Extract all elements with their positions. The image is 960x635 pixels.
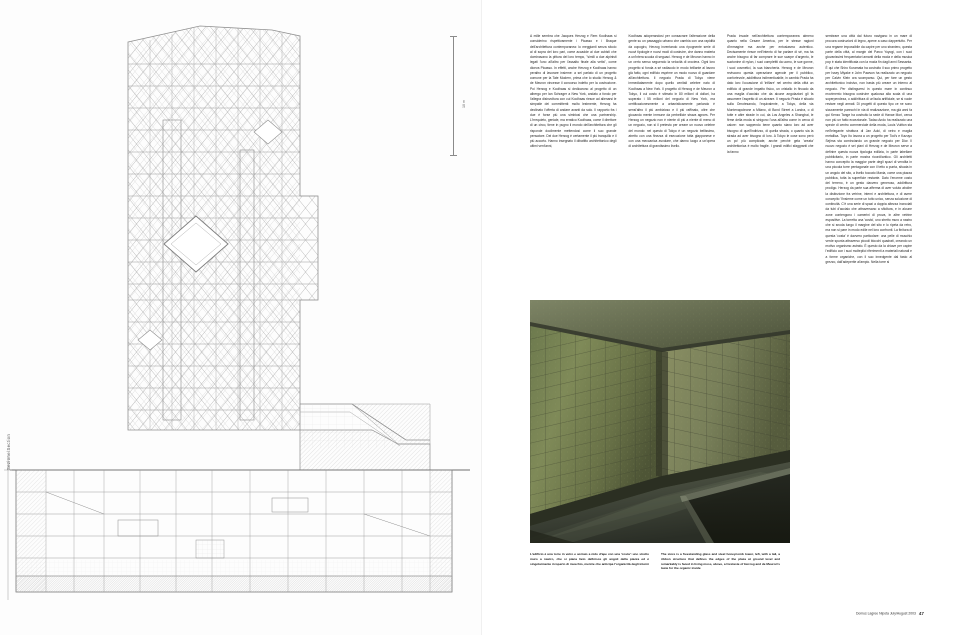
section-side-label: Sezione/Section bbox=[6, 433, 11, 470]
text-column-4: sembrare una città dal futuro navigano in un mare di procura costruzioni di legno, apene a caso dappertutto. Per una regame impossibile da capire per uno straniero, questa parte della città, al margin del Parco Yoyogi, con i suoi giovanissimi frequentatori amanti della moda e della musica pop è stata identificata con la moda fin dagli anni Sessanta. È qui che Shiro Kuramata ha costruito il suo primo progetto per Issey Miyake e John Pawson ha realizzato un negozio per Calvin Klein ora scomparso. Qui, per fare un gesto architettonico incisivo, non basta più creare un interno al negozio. Per distinguersi in questo mare in continuo movimento bisogna costruire qualcosa alla scala di una soperpendeza, o addirittura di un'isola artificiale, se si vuole restare negli armati. Di progetti di questo tipo ce ne sono sicuramente parecchi in via di realizzazione, ma già anni fa qui Kenzo Tange ha costruito la sede di Hanae Mori, cerca non più un fatto eccezionale. Tadao Ando ha realizzato una specie di centro commerciale della moda, Louis Vuitton sta nell'elegante struttura di Jan Aoki, di vetro e maglia metallica. Toyo Ito lavora a un progetto per Tod's e Kazuyo Sejima sta cominciando un grande negozio per Dior. Il nuovo negozio è sei piani di Herzog e de Meuron serve a definire questa nuova tipologia edilizia, in parte labellare pubblicitario, in parte mostra ricordi/antico. Gli architetti hanno concepito la maggior parte degli spazi di vendita in una piccola torre pentagonale con il tetto a punta, situata in un angolo del sito, a livello toccato Mania, come una piazza pubblica, tutta la superficie restante. Dato l'enorme costo del terreno, è un gesto davvero generoso, addirittura prodigo. Herzog da parte sua afferma di aver voluto abolire la distinzione fra vetrine, interni e architettura, e di avere concepito 'l'insieme come un tutto unico, senza soluzione di continuità. C'è una serie di spazi a doppia altezza incrociati da tubi d'acciaio che attraversano a sfioltura, e in alcune zone contengono i camerini di prova, in altre vetrine espositive. La torretta una 'costa', uno stretto muro a nastro che si snoda lungo il margine del sito e lo ripeta da retro, ma non si pare in modo edile nel loro confronti. La finitura di questa 'costa' è davvero particolare: una pelle di muschio verde spunta attraverso piccoli blocchi quadrati, creando un motivo organismo astrato. È questo da la chiave per capire l'edificio con i suoi molteplici riferimenti a materiali naturali e a forme organiche, con il suo innedgente dal fasto al grezzo, dall'adeperite al'ampio. Nella torre si bbox=[825, 34, 912, 264]
prada-store-interior-photo bbox=[530, 300, 790, 543]
folio-publication: Domus Lagree Nipota July/August 2003 bbox=[855, 611, 916, 616]
photo-illustration bbox=[530, 300, 790, 543]
folio-page-number: 47 bbox=[918, 611, 924, 616]
right-page-text bbox=[482, 0, 960, 635]
photo-caption bbox=[530, 552, 790, 571]
scale-bar bbox=[453, 36, 454, 156]
folio bbox=[856, 611, 924, 616]
scale-bar-label: 10 m bbox=[462, 100, 466, 108]
text-column-2: Koolhaas adoperandosi per consacrare l'alterazione della gente su un passaggio urbano che cambia con una rapidità da copogiro, Herzog inventando una ripognente serie di nuovi tipologie e nuovi modi di costruire, che danno materia a un'intera scuola di seguaci. Herzog e de Meuron hanno in un certo senso seguendo la velocità di crociera. Ogni loro progetto si fonda a sé radiacolo in modo brillante al lavoro già fatto, ogni edificio esprime un modo nuovo di guardare all'architettura. Il negozio Prada di Tokyo viene immediatamente dopo quello cenitali celebre nato di Koolhaas a New York. Il progetto di Herzog e de Meuron a Tokyo, il cui costo è stimato in 80 milioni di dollari, ha superato i 55 milioni del negozio di New York, ma certificazionesmente a urbanisticamente parlando è sensi'altro il più ambizioso e il più raffinato, oltre che giocando mente immune da perbellicie strava agroes. Per Herzog un negozio non è niente di più a niente di meno di un negozio, non si il pretesto per creare un nuovo celebre del mondo: nel questo di Tokyo è un negozio bellissimo, atretto con una finezza di esecuzione tutta giapponese e con una meccanica avvolare, che danno luogo a un'opera di architettura di grandissimo livello. bbox=[628, 34, 715, 149]
text-column-1: A mille sembra che Jacques Herzog e Rem Koolhaas si considerino rispettivamente i Picasso e i Braque dell'architettura contemporanea: lo meggianti senza sfocio al di sopra del loro pari, come accadde ai due cubisti che dominavano la pittura del loro tempo, "simili a due alpinisti legati l'uno all'altro per l'assalto finale alla vetta", come diceva Picasso. In effetti, anche Herzog e Koolhaas hanno peraltro di lavorare insieme: a sei parlato di un progetto comune per la Tate Modern, prima che lo studio Herzog & de Meuron vincesse il concorso indetto per la costruzione. Poi Herzog e Koolhaas si dedicarono al progetto di un albergo per lan Schrager a New York, andato a fondo per l'allegra disinvoltura con cui Koolhaas riesce ad alienarsi le simpatie dei committenti: molto lestmente, Herzog ha declinato l'offerta di andare avanti da solo. Il rapporto fra i due è forse più una simbiosi che una partnership. L'irrequieto, geniale, ma erratico Koolhaas, come il direttore di un circo, tiene in pugno il mondo dell'architettura che gli risponde docilmente mettendosi come il suo grande pensatore. Dei due Herzog è certamente il più tranquillo e il più accorto. Hanno insegnato il dibattito architettonico degli ultimi vent'anni, bbox=[530, 34, 617, 149]
caption-italian: L'edificio è una torre in vetro e acciaio a nido d'ape con una 'costa': uno stretto muro a nastro, che si piana lieto definisce gli angoli della piazza ed è singolarmente ricoperto di muschio, mentre che anticipa l'organicità degli interni bbox=[530, 552, 650, 566]
caption-english: The store is a freestanding glass and steel honeycomb tower, left, with a tail, a ribbon structure that defines the edges of the plaza at ground level and remarkably is faced in living moss, above, a foretaste of Herzog and de Meuron's taste for the organic inside bbox=[661, 552, 780, 571]
text-column-3: Prada invade nell'architettura contemporanea almeno quanto nella Cesare America, per le stesse ragioni d'immagine ma anche per entusiasmo autentico. Decisamente riesce nell'intento di far parlare di sé, ma ha anche bisogno di far comprare le sue scarpe d'argento, le suotonine di nylon, i suoi complettti da uomo, le sue gonne, i suoi cosmetici, la sua biancheria. Herzog e de Meuron reviscono questa operazione agevole per il pubblico, confortevole, addirittura indimenticabile, in cambio Prada ha dato loro l'occasione di 'infilare' nel centro della città un edificio di grande impatto fisico, un cristallo in fincado da una maglia d'acciaio che da alcune angolazioni gli fa assumere l'aspetto di un alveare. Il negozio Prada è situato sulla Omotesando, l'equivalente, a Tokyo, della via Montenapoleone a Milano, di Bond Street a Londra, o di tutte e altre strade in cui, da Los Angeles a Shanghai, le firme della moda si sinigono l'una all'altra come in cerca di calore: non sappendo bene quanto siano loro ad aver bisogno di quell'indirizzo, di quella strada, o quanto sia la strada ad aver bisogno di loro. A Tokyo le cose sono peró un po' più complicate, anche perché gela 'creata' architettonica è molto fragile. I grandi edifici sfaggranti che la fanno bbox=[727, 34, 814, 154]
text-columns bbox=[530, 34, 912, 265]
